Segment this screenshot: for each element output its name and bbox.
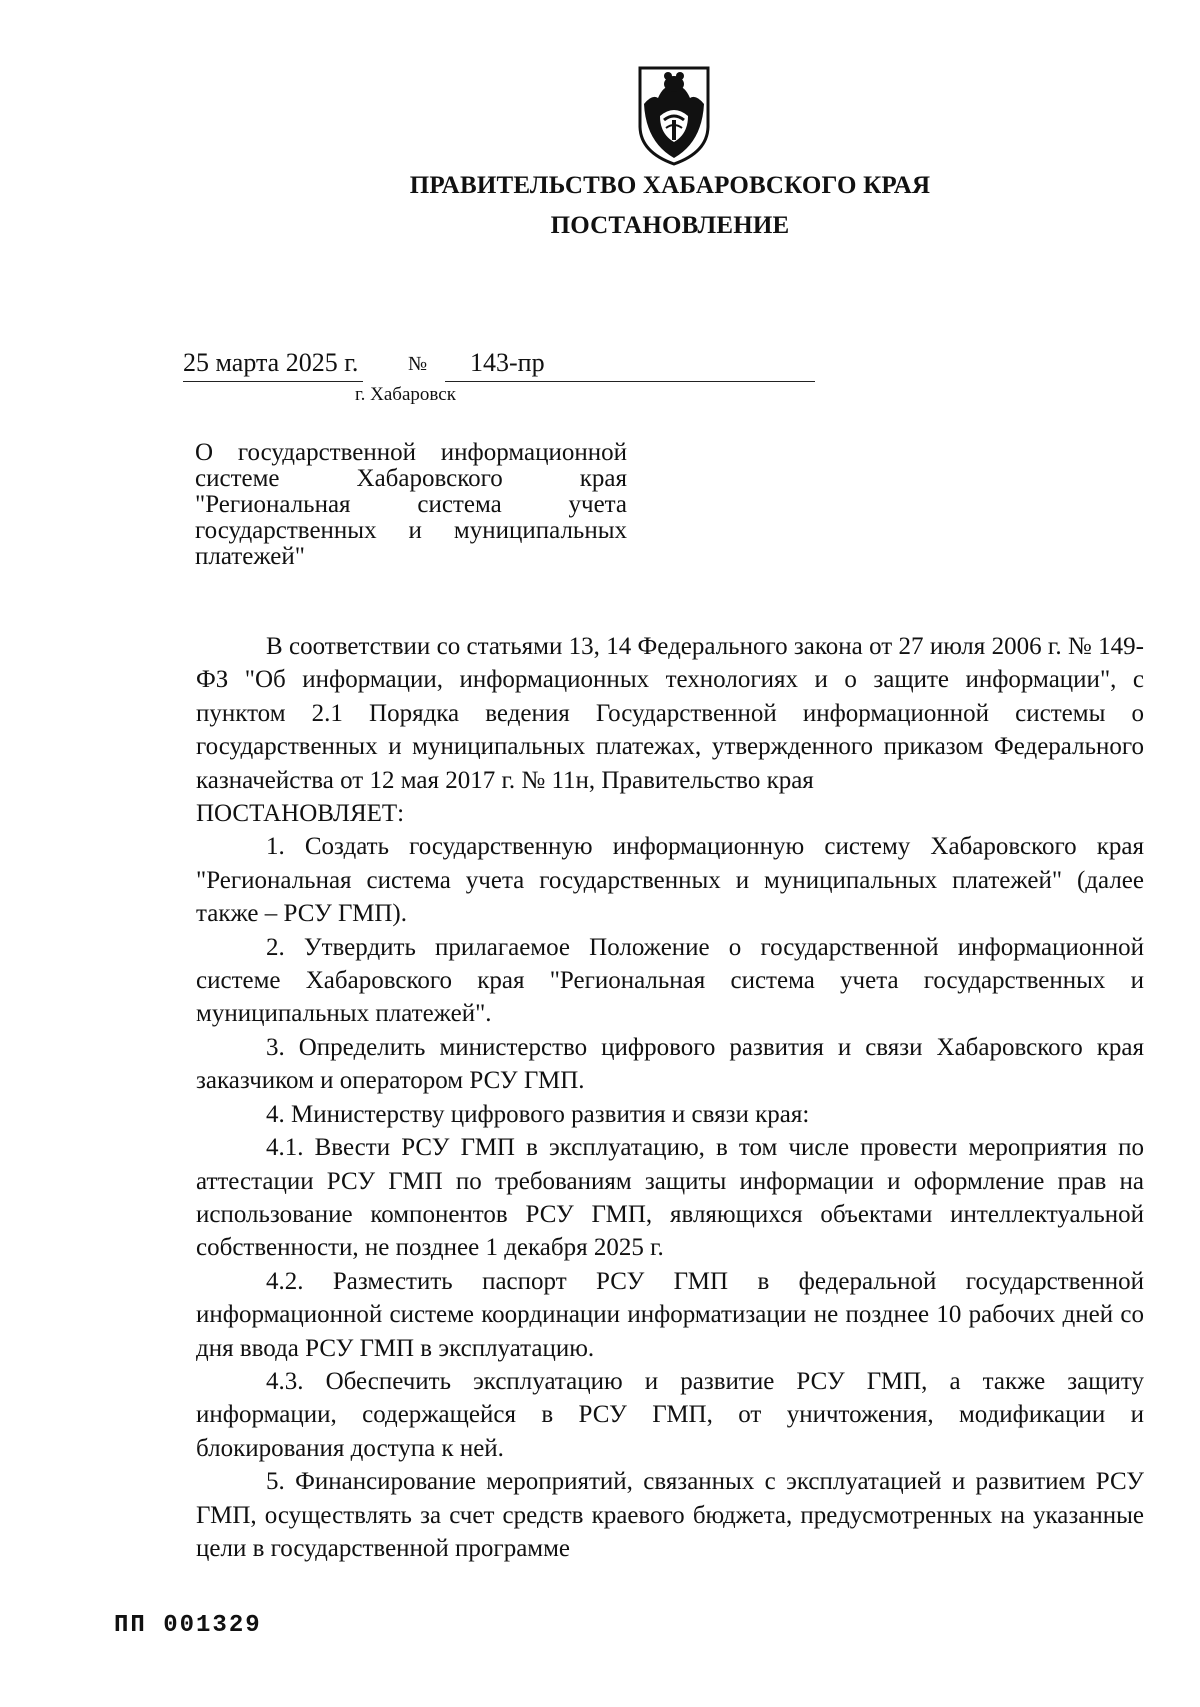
document-type: ПОСТАНОВЛЕНИЕ <box>550 212 790 239</box>
form-code: ПП 001329 <box>114 1612 262 1639</box>
preamble: В соответствии со статьями 13, 14 Федерального закона от 27 июля 2006 г. № 149-ФЗ "Об информации, информационных технологиях и о защите информации", с пунктом 2.1 Порядка ведения Государственной информационной системы о государственных и муниципальных платежах, утвержденного приказом Федерального казначейства от 12 мая 2017 г. № 11н, Правительство края <box>196 633 1144 794</box>
date-number-line <box>183 348 633 380</box>
item-1: 1. Создать государственную информационную систему Хабаровского края "Региональная система учета государственных и муниципальных платежей" (далее также – РСУ ГМП). <box>196 833 1144 928</box>
city: г. Хабаровск <box>355 384 456 405</box>
government-name: ПРАВИТЕЛЬСТВО ХАБАРОВСКОГО КРАЯ <box>409 172 931 199</box>
document-number: 143-пр <box>470 348 545 377</box>
date-underline <box>183 381 363 382</box>
item-5: 5. Финансирование мероприятий, связанных с эксплуатацией и развитием РСУ ГМП, осуществлять за счет средств краевого бюджета, предусмотренных на указанные цели в государственной программе <box>196 1468 1144 1562</box>
item-2: 2. Утвердить прилагаемое Положение о государственной информационной системе Хабаровского края "Региональная система учета государственных и муниципальных платежей". <box>196 933 1144 1028</box>
document-date: 25 марта 2025 г. <box>183 348 359 377</box>
document-subject: О государственной информационной системе Хабаровского края "Региональная система учета государственных и муниципальных платежей" <box>195 439 627 570</box>
item-4-2: 4.2. Разместить паспорт РСУ ГМП в федеральной государственной информационной системе координации информатизации не позднее 10 рабочих дней со дня ввода РСУ ГМП в эксплуатацию. <box>196 1267 1144 1362</box>
resolves-heading: ПОСТАНОВЛЯЕТ: <box>196 800 405 828</box>
item-4-1: 4.1. Ввести РСУ ГМП в эксплуатацию, в том числе провести мероприятия по аттестации РСУ ГМП по требованиям защиты информации и оформление прав на использование компонентов РСУ ГМП, являющихся объектами интеллектуальной собственности, не позднее 1 декабря 2025 г. <box>196 1134 1144 1262</box>
number-sign: № <box>408 353 428 375</box>
item-3: 3. Определить министерство цифрового развития и связи Хабаровского края заказчиком и оператором РСУ ГМП. <box>196 1033 1144 1095</box>
coat-of-arms-icon <box>634 64 714 168</box>
number-underline <box>445 381 815 382</box>
document-body <box>196 630 1144 1565</box>
item-4: 4. Министерству цифрового развития и связи края: <box>266 1100 810 1128</box>
item-4-3: 4.3. Обеспечить эксплуатацию и развитие РСУ ГМП, а также защиту информации, содержащейся в РСУ ГМП, от уничтожения, модификации и блокирования доступа к ней. <box>196 1367 1144 1462</box>
